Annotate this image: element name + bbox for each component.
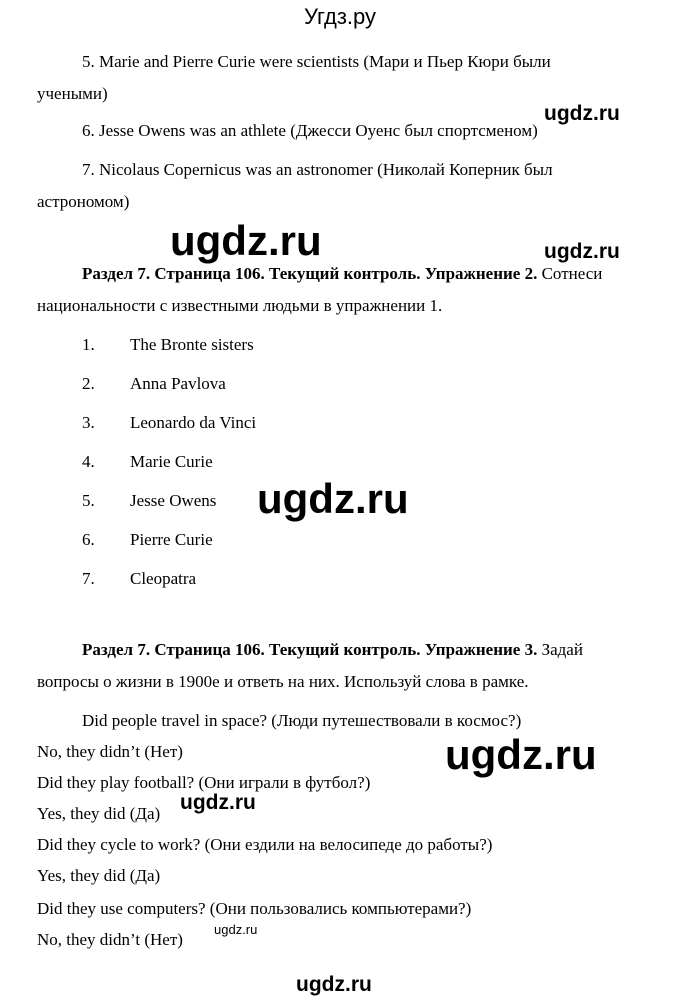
watermark-small: ugdz.ru	[214, 922, 258, 937]
watermark-large: ugdz.ru	[170, 217, 322, 264]
answer-5-line1: 5. Marie and Pierre Curie were scientists (Мари и Пьер Кюри были	[82, 52, 551, 71]
question-line: Did they use computers? (Они пользовались компьютерами?)	[37, 899, 472, 918]
answer-7-line1: 7. Nicolaus Copernicus was an astronomer (Николай Коперник был	[82, 160, 553, 179]
list-item: Cleopatra	[130, 569, 197, 588]
list-item-number: 5.	[82, 491, 95, 510]
list-item-number: 4.	[82, 452, 95, 471]
answer-6-line1: 6. Jesse Owens was an athlete (Джесси Оуенс был спортсменом)	[82, 121, 538, 140]
watermark: ugdz.ru	[544, 240, 620, 263]
list-item-number: 1.	[82, 335, 95, 354]
watermark: ugdz.ru	[544, 102, 620, 125]
question-line: Did they play football? (Они играли в футбол?)	[37, 773, 371, 792]
list-item-number: 7.	[82, 569, 95, 588]
watermark-large: ugdz.ru	[257, 475, 409, 522]
watermark: ugdz.ru	[180, 791, 256, 814]
question-line: Did people travel in space? (Люди путешествовали в космос?)	[82, 711, 522, 730]
exercise2-heading: Раздел 7. Страница 106. Текущий контроль. Упражнение 2.	[82, 264, 538, 283]
exercise2-heading-line	[82, 264, 602, 284]
answer-line: No, they didn’t (Нет)	[37, 742, 183, 761]
list-item: Leonardo da Vinci	[130, 413, 257, 432]
list-item: Jesse Owens	[130, 491, 217, 510]
watermark-large: ugdz.ru	[445, 731, 597, 778]
exercise2-task-line2: национальности с известными людьми в упражнении 1.	[37, 296, 443, 315]
exercise3-task-line2: вопросы о жизни в 1900е и ответь на них. Используй слова в рамке.	[37, 672, 529, 691]
exercise3-heading: Раздел 7. Страница 106. Текущий контроль. Упражнение 3.	[82, 640, 538, 659]
list-item: The Bronte sisters	[130, 335, 254, 354]
list-item: Marie Curie	[130, 452, 213, 471]
answer-7-line2: астрономом)	[37, 192, 130, 211]
list-item-number: 6.	[82, 530, 95, 549]
exercise3-heading-line	[82, 640, 583, 660]
list-item: Anna Pavlova	[130, 374, 226, 393]
list-item-number: 3.	[82, 413, 95, 432]
answer-5-line2: учеными)	[37, 84, 108, 103]
list-item: Pierre Curie	[130, 530, 213, 549]
exercise2-task-start: Сотнеси	[537, 264, 603, 283]
site-header-title: Угдз.ру	[303, 4, 377, 29]
footer-watermark: ugdz.ru	[296, 973, 372, 996]
answer-line: No, they didn’t (Нет)	[37, 930, 183, 949]
answer-line: Yes, they did (Да)	[37, 804, 161, 823]
exercise3-task-start: Задай	[537, 640, 583, 659]
question-line: Did they cycle to work? (Они ездили на велосипеде до работы?)	[37, 835, 493, 854]
answer-line: Yes, they did (Да)	[37, 866, 161, 885]
list-item-number: 2.	[82, 374, 95, 393]
